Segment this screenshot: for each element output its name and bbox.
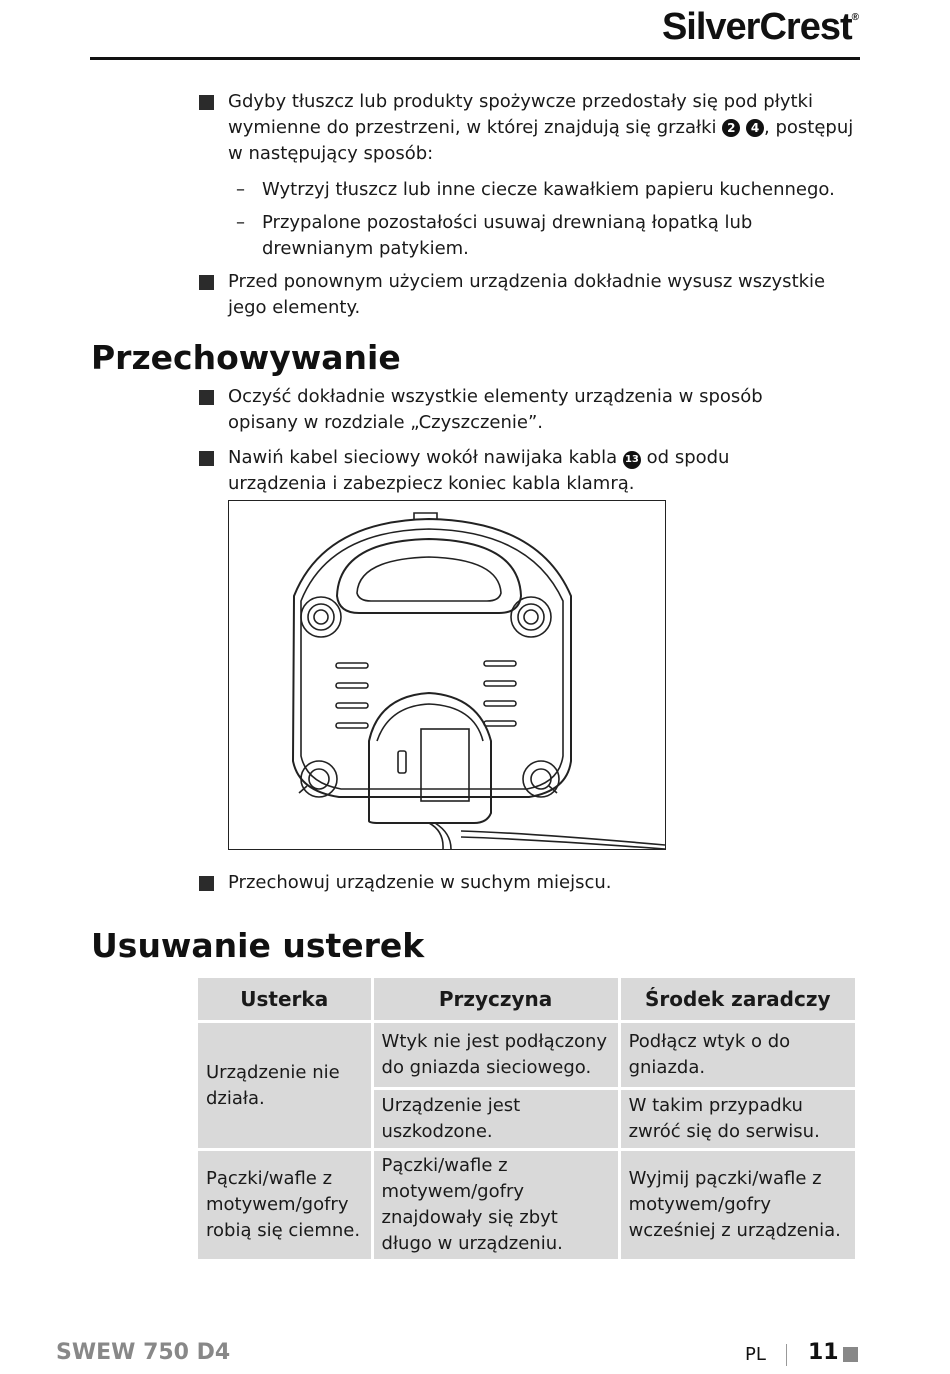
table-row (198, 1023, 855, 1087)
cause-cell: Pączki/wafle z motywem/gofry znajdowały się zbyt długo w urządzeniu. (374, 1151, 618, 1259)
troubleshooting-heading: Usuwanie usterek (91, 926, 425, 965)
ref-number: 13 (623, 451, 641, 469)
header-rule (90, 57, 860, 60)
storage-bullet-2-text-end: od spodu urządzenia i zabezpiecz koniec kabla klamrą. (228, 447, 730, 494)
language-code: PL (745, 1344, 766, 1365)
table-row (198, 1151, 855, 1259)
cable-storage-illustration (228, 500, 666, 850)
appliance-underside-drawing (229, 501, 665, 849)
remedy-cell: W takim przypadku zwróć się do serwisu. (621, 1090, 855, 1148)
storage-bullet-3: Przechowuj urządzenie w suchym miejscu. (228, 872, 612, 893)
cleaning-bullet-1-text-end: , postępuj w następujący sposób: (228, 117, 854, 164)
cleaning-bullet-1-text: Gdyby tłuszcz lub produkty spożywcze przedostały się pod płytki wymienne do przestrzeni, w której znajdują się grzałki (228, 91, 813, 138)
brand-logo (662, 6, 858, 49)
page-number: 11 (808, 1340, 839, 1365)
storage-bullet-2-text: Nawiń kabel sieciowy wokół nawijaka kabla (228, 447, 618, 468)
fault-cell: Urządzenie nie działa. (198, 1023, 371, 1148)
column-header-cause: Przyczyna (374, 978, 618, 1020)
cause-cell: Wtyk nie jest podłączony do gniazda sieciowego. (374, 1023, 618, 1087)
dash-marker: – (236, 212, 245, 233)
table-header-row (198, 978, 855, 1020)
ref-number: 2 (722, 119, 740, 137)
fault-cell: Pączki/wafle z motywem/gofry robią się ciemne. (198, 1151, 371, 1259)
model-number: SWEW 750 D4 (56, 1340, 231, 1365)
registered-mark: ® (851, 12, 858, 23)
footer-divider (786, 1344, 787, 1366)
bullet-square-icon (199, 275, 214, 290)
column-header-fault: Usterka (198, 978, 371, 1020)
cleaning-dash-2: Przypalone pozostałości usuwaj drewnianą łopatką lub drewnianym patykiem. (262, 212, 753, 259)
footer-square-icon (843, 1347, 858, 1362)
bullet-square-icon (199, 390, 214, 405)
storage-bullet-1: Oczyść dokładnie wszystkie elementy urządzenia w sposób opisany w rozdziale „Czyszczenie”. (228, 386, 763, 433)
ref-number: 4 (746, 119, 764, 137)
bullet-square-icon (199, 95, 214, 110)
storage-heading: Przechowywanie (91, 338, 401, 377)
remedy-cell: Wyjmij pączki/wafle z motywem/gofry wcześniej z urządzenia. (621, 1151, 855, 1259)
cleaning-bullet-2: Przed ponownym użyciem urządzenia dokładnie wysusz wszystkie jego elementy. (228, 271, 826, 318)
dash-marker: – (236, 179, 245, 200)
storage-bullet-2 (228, 445, 818, 497)
remedy-cell: Podłącz wtyk o do gniazda. (621, 1023, 855, 1087)
cleaning-dash-1: Wytrzyj tłuszcz lub inne ciecze kawałkiem papieru kuchennego. (262, 179, 835, 200)
brand-name: SilverCrest (661, 6, 852, 48)
cause-cell: Urządzenie jest uszkodzone. (374, 1090, 618, 1148)
bullet-square-icon (199, 876, 214, 891)
cleaning-bullet-1 (228, 89, 868, 167)
column-header-remedy: Środek zaradczy (621, 978, 855, 1020)
bullet-square-icon (199, 451, 214, 466)
troubleshooting-table (195, 975, 858, 1262)
